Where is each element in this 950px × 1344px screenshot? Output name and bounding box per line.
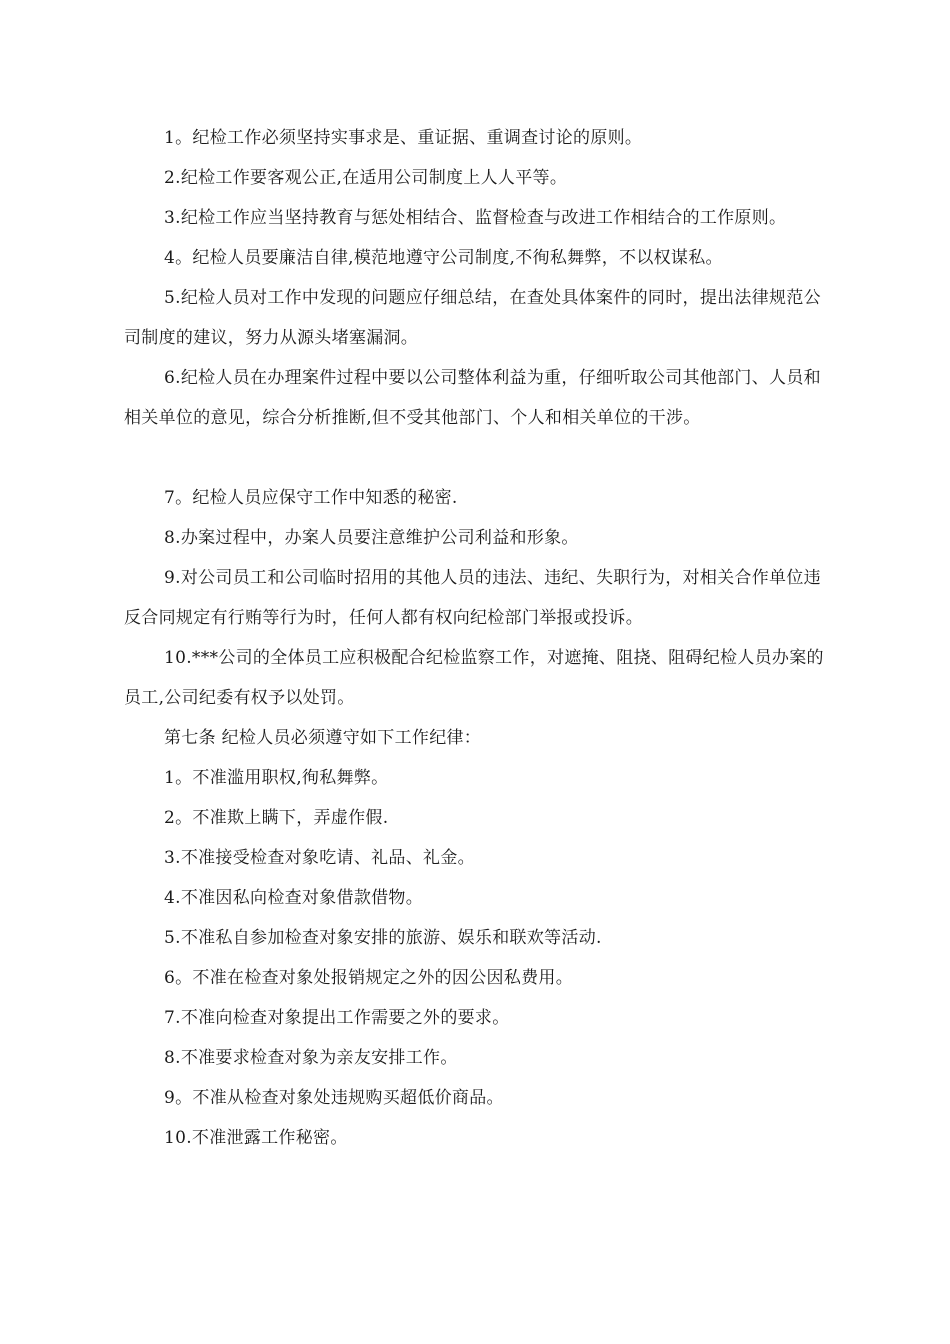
paragraph: 7。纪检人员应保守工作中知悉的秘密.: [164, 488, 458, 508]
paragraph: 2.纪检工作要客观公正,在适用公司制度上人人平等。: [164, 168, 568, 188]
paragraph: 10.***公司的全体员工应积极配合纪检监察工作，对遮掩、阻挠、阻碍纪检人员办案的员工,公司纪委有权予以处罚。: [124, 648, 824, 708]
list-item: 3.不准接受检查对象吃请、礼品、礼金。: [164, 848, 475, 868]
list-item: 9。不准从检查对象处违规购买超低价商品。: [164, 1088, 504, 1108]
list-item: 2。不准欺上瞒下，弄虚作假.: [164, 808, 389, 828]
list-item: 8.不准要求检查对象为亲友安排工作。: [164, 1048, 458, 1068]
document-page: [124, 118, 836, 1158]
list-item: 1。不准滥用职权,徇私舞弊。: [164, 768, 389, 788]
blank-line: [124, 438, 836, 478]
list-item: 6。不准在检查对象处报销规定之外的因公因私费用。: [164, 968, 574, 988]
paragraph: 9.对公司员工和公司临时招用的其他人员的违法、违纪、失职行为，对相关合作单位违反合同规定有行贿等行为时，任何人都有权向纪检部门举报或投诉。: [124, 568, 821, 628]
list-item: 4.不准因私向检查对象借款借物。: [164, 888, 424, 908]
paragraph: 5.纪检人员对工作中发现的问题应仔细总结，在查处具体案件的同时，提出法律规范公司制度的建议，努力从源头堵塞漏洞。: [124, 288, 821, 348]
paragraph: 1。纪检工作必须坚持实事求是、重证据、重调查讨论的原则。: [164, 128, 643, 148]
section-heading: 第七条 纪检人员必须遵守如下工作纪律：: [164, 728, 482, 748]
list-item: 10.不准泄露工作秘密。: [164, 1128, 348, 1148]
list-item: 7.不准向检查对象提出工作需要之外的要求。: [164, 1008, 510, 1028]
paragraph: 4。纪检人员要廉洁自律,模范地遵守公司制度,不徇私舞弊，不以权谋私。: [164, 248, 723, 268]
paragraph: 3.纪检工作应当坚持教育与惩处相结合、监督检查与改进工作相结合的工作原则。: [164, 208, 787, 228]
list-item: 5.不准私自参加检查对象安排的旅游、娱乐和联欢等活动.: [164, 928, 602, 948]
paragraph: 8.办案过程中，办案人员要注意维护公司利益和形象。: [164, 528, 579, 548]
paragraph: 6.纪检人员在办理案件过程中要以公司整体利益为重，仔细听取公司其他部门、人员和相关单位的意见，综合分析推断,但不受其他部门、个人和相关单位的干涉。: [124, 368, 821, 428]
